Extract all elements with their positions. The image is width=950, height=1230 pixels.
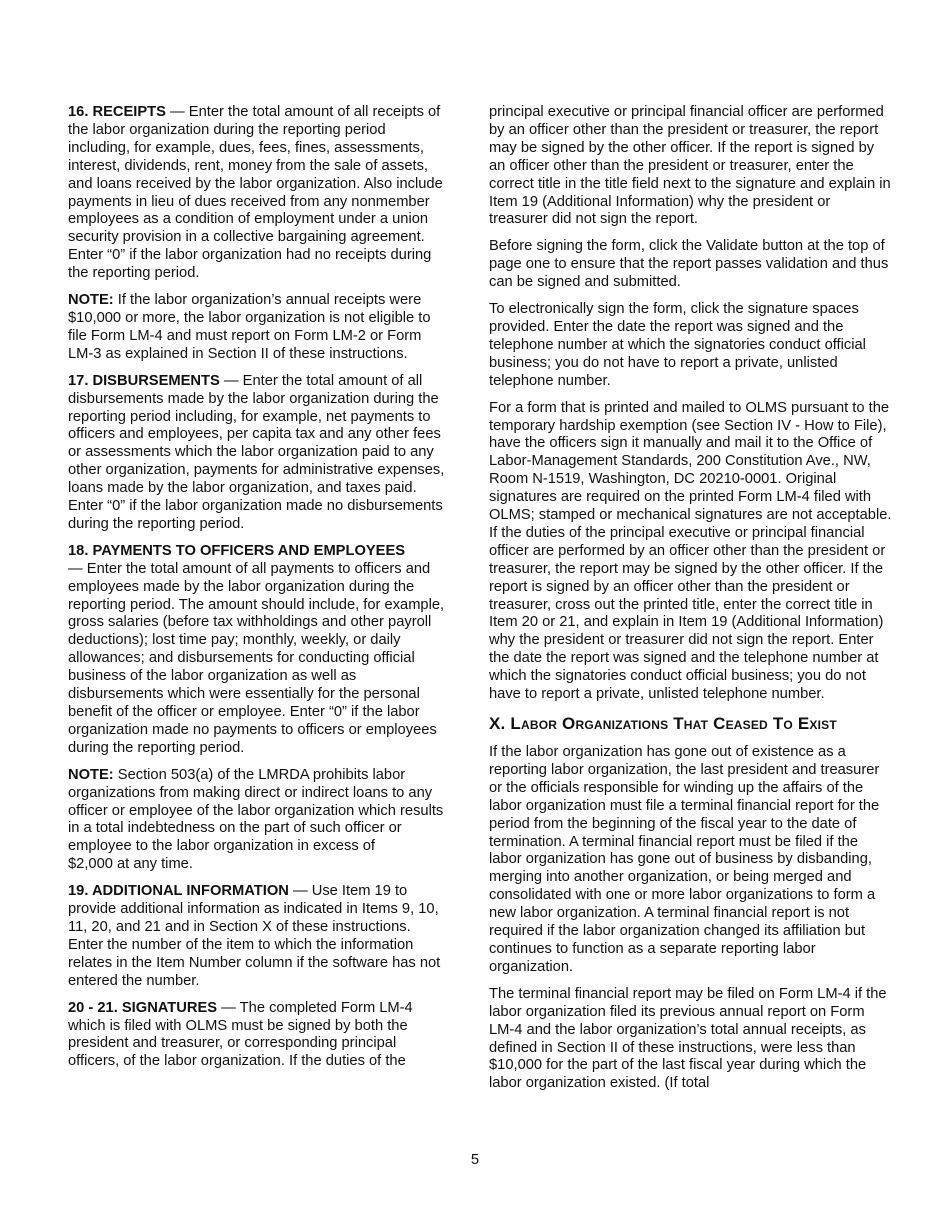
section-16-heading: 16. RECEIPTS	[68, 104, 166, 120]
section-20-21-heading: 20 - 21. SIGNATURES	[68, 999, 218, 1016]
section-19-text: — Use Item 19 to provide additional information as indicated in Items 9, 10, 11, 20, and 21 and in Section X of these instructions. Enter the number of the item to which the information relates in the Item Number column if the software has not entered the number.	[68, 883, 441, 989]
terminal-report-form: The terminal financial report may be filed on Form LM-4 if the labor organization filed its previous annual report on Form LM-4 and the labor organization’s total annual receipts, as defined in Section II of these instructions, were less than $10,000 for the part of the last fiscal year during which the labor organization existed. (If total	[489, 985, 887, 1092]
section-17-text: — Enter the total amount of all disbursements made by the labor organization during the reporting period including, for example, net payments to officers and employees, per capita tax and any other fees or assessments which the labor organization paid to any other organization, payments for administrative expenses, loans made by the labor organization, and taxes paid. Enter “0” if the labor organization made no disbursements during the reporting period.	[68, 372, 445, 532]
note-text-tail: $2,000 at any time.	[68, 856, 193, 873]
left-column	[68, 104, 446, 1080]
section-18-payments	[68, 543, 446, 758]
note-label: NOTE:	[68, 292, 114, 309]
validate-instructions: Before signing the form, click the Validate button at the top of page one to ensure that the report passes validation and thus can be signed and submitted.	[489, 238, 889, 291]
right-column	[489, 104, 893, 1102]
note-label: NOTE:	[68, 766, 114, 783]
section-17-heading: 17. DISBURSEMENTS	[68, 372, 220, 389]
section-19-additional-info	[68, 883, 446, 990]
page-number: 5	[470, 1152, 480, 1168]
note-text: Section 503(a) of the LMRDA prohibits labor organizations from making direct or indirect loans to any officer or employee of the labor organization which results in a total indebtedness on the part of such officer or employee to the labor organization in excess of	[68, 766, 444, 855]
section-19-heading: 19. ADDITIONAL INFORMATION	[68, 883, 289, 900]
section-16-text: — Enter the total amount of all receipts of the labor organization during the reporting period including, for example, dues, fees, fines, assessments, interest, dividends, rent, money from the sale of assets, and loans received by the labor organization. Also include payments in lieu of dues received from any nonmember employees as a condition of employment under a union security provision in a collective bargaining agreement. Enter “0” if the labor organization had no receipts during the reporting period.	[68, 104, 443, 282]
section-16-receipts	[68, 104, 446, 283]
section-18-text: — Enter the total amount of all payments to officers and employees made by the labor organization during the reporting period. The amount should include, for example, gross salaries (before tax withholdings and other payroll deductions); lost time pay; monthly, weekly, or daily allowances; and disbursements for conducting official business of the labor organization as well as disbursements which were essentially for the personal benefit of the officer or employee. Enter “0” if the labor organization made no payments to officers or employees during the reporting period.	[68, 560, 445, 756]
section-20-21-signatures	[68, 1000, 446, 1072]
electronic-signature-instructions: To electronically sign the form, click the signature spaces provided. Enter the date the report was signed and the telephone number at which the signatories conduct official business; you do not have to report a private, unlisted telephone number.	[489, 301, 866, 389]
note-text: If the labor organization’s annual receipts were $10,000 or more, the labor organization is not eligible to file Form LM-4 and must report on Form LM-2 or Form LM-3 as explained in Section II of these instructions.	[68, 292, 431, 362]
note-loans	[68, 767, 446, 874]
terminal-report-requirement: If the labor organization has gone out of existence as a reporting labor organization, the last president and treasurer or the officials responsible for winding up the affairs of the labor organization must file a terminal financial report for the period from the beginning of the fiscal year to the date of termination. A terminal financial report must be filed if the labor organization has gone out of business by disbanding, merging into another organization, or being merged and consolidated with one or more labor organizations to form a new labor organization. A terminal financial report is not required if the labor organization changed its affiliation but continues to function as a separate reporting labor organization.	[489, 744, 880, 975]
hardship-exemption-instructions: For a form that is printed and mailed to OLMS pursuant to the temporary hardship exemption (see Section IV - How to File), have the officers sign it manually and mail it to the Office of Labor-Management Standards, 200 Constitution Ave., NW, Room N-1519, Washington, DC 20210-0001. Original signatures are required on the printed Form LM-4 filed with OLMS; stamped or mechanical signatures are not acceptable. If the duties of the principal executive or principal financial officer are performed by an officer other than the president or treasurer, the report may be signed by the other officer. If the report is signed by an officer other than the president or treasurer, cross out the printed title, enter the correct title in Item 20 or 21, and explain in Item 19 (Additional Information) why the president or treasurer did not sign the report. Enter the date the report was signed and the telephone number at which the signatories conduct official business; you do not have to report a private, unlisted telephone number.	[489, 399, 892, 703]
note-receipts-threshold	[68, 292, 446, 364]
signatures-continued: principal executive or principal financial officer are performed by an officer other than the president or treasurer, the report may be signed by the other officer. If the report is signed by an officer other than the president or treasurer, enter the correct title in the title field next to the signature and explain in Item 19 (Additional Information) why the president or treasurer did not sign the report.	[489, 104, 891, 228]
section-17-disbursements	[68, 373, 446, 534]
section-x-heading: X. Labor Organizations That Ceased To Exist	[489, 714, 837, 733]
section-20-21-text: — The completed Form LM-4 which is filed with OLMS must be signed by both the president and treasurer, or corresponding principal officers, of the labor organization. If the duties of the	[68, 999, 413, 1070]
section-18-heading: 18. PAYMENTS TO OFFICERS AND EMPLOYEES	[68, 542, 406, 559]
